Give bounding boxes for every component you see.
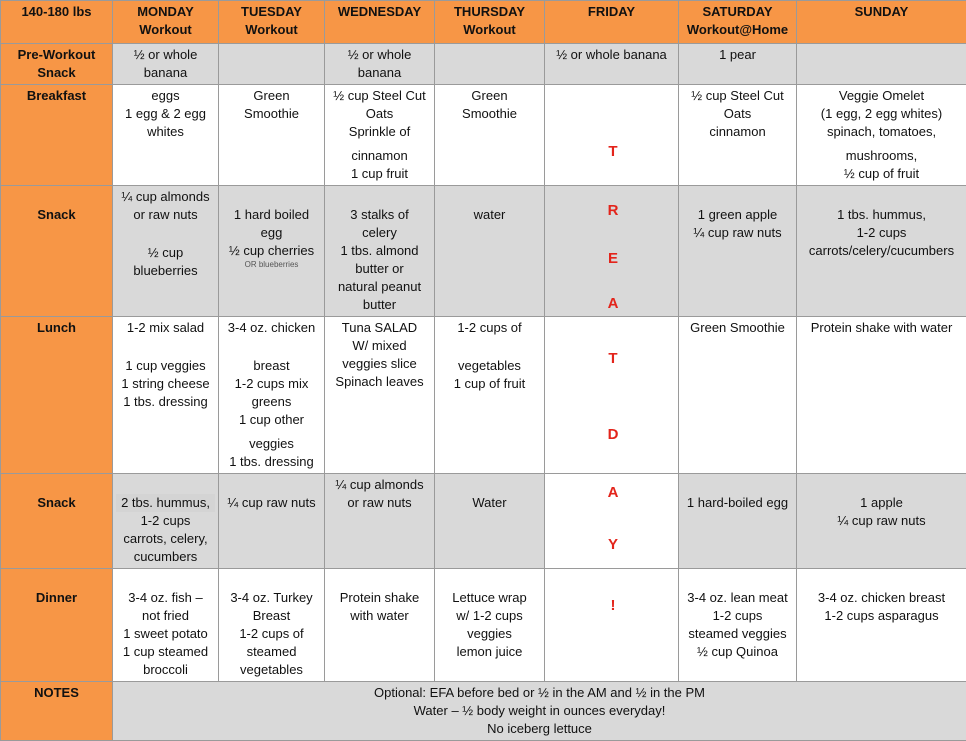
table-row: [1, 474, 966, 569]
meal-cell: ½ cup Steel Cut Oats cinnamon: [679, 85, 797, 186]
meal-cell: [435, 44, 545, 85]
meal-cell: [545, 317, 679, 474]
meal-cell: Lettuce wrap w/ 1-2 cups veggies lemon juice: [435, 569, 545, 682]
meal-cell: ½ or whole banana: [325, 44, 435, 85]
row-label: Breakfast: [1, 85, 113, 186]
day-header-saturday: SATURDAY Workout@Home: [679, 1, 797, 44]
notes-label: NOTES: [1, 682, 113, 741]
meal-cell: ½ or whole banana: [545, 44, 679, 85]
day-header-friday: FRIDAY: [545, 1, 679, 44]
meal-cell: 3-4 oz. chicken breast 1-2 cups asparagus: [797, 569, 966, 682]
meal-cell: ½ or whole banana: [113, 44, 219, 85]
header-row: [1, 1, 966, 44]
meal-cell: Tuna SALAD W/ mixed veggies slice Spinach leaves: [325, 317, 435, 474]
treat-letter: !: [548, 597, 678, 614]
day-header-thursday: THURSDAY Workout: [435, 1, 545, 44]
treat-letter: R: [548, 202, 678, 219]
meal-cell: ¼ cup raw nuts: [219, 474, 325, 569]
treat-letter: A: [548, 484, 678, 501]
meal-cell: 1-2 mix salad 1 cup veggies 1 string cheese 1 tbs. dressing: [113, 317, 219, 474]
notes-row: [1, 682, 966, 741]
day-header-sunday: SUNDAY: [797, 1, 966, 44]
meal-cell: 1 green apple ¼ cup raw nuts: [679, 186, 797, 317]
meal-cell: Veggie Omelet (1 egg, 2 egg whites) spinach, tomatoes, mushrooms, ½ cup of fruit: [797, 85, 966, 186]
meal-cell: Green Smoothie: [219, 85, 325, 186]
meal-cell: 3-4 oz. chicken breast 1-2 cups mix greens 1 cup other veggies 1 tbs. dressing: [219, 317, 325, 474]
meal-cell: 1 tbs. hummus, 1-2 cups carrots/celery/cucumbers: [797, 186, 966, 317]
meal-cell: 1-2 cups of vegetables 1 cup of fruit: [435, 317, 545, 474]
notes-content: Optional: EFA before bed or ½ in the AM and ½ in the PM Water – ½ body weight in ounces everyday! No iceberg lettuce: [113, 682, 966, 741]
meal-cell: 3 stalks of celery 1 tbs. almond butter or natural peanut butter: [325, 186, 435, 317]
table-row: [1, 44, 966, 85]
treat-letter: Y: [548, 536, 678, 553]
row-label: Dinner: [1, 569, 113, 682]
meal-cell: [545, 85, 679, 186]
meal-cell: 2 tbs. hummus, 1-2 cups carrots, celery, cucumbers: [113, 474, 219, 569]
table-row: [1, 569, 966, 682]
meal-cell: Protein shake with water: [325, 569, 435, 682]
weight-range-label: 140-180 lbs: [1, 1, 113, 44]
meal-cell: 1 pear: [679, 44, 797, 85]
meal-cell: 3-4 oz. lean meat 1-2 cups steamed veggies ½ cup Quinoa: [679, 569, 797, 682]
day-header-wednesday: WEDNESDAY: [325, 1, 435, 44]
meal-cell: water: [435, 186, 545, 317]
table-row: [1, 85, 966, 186]
table-row: [1, 317, 966, 474]
treat-letter: T: [548, 143, 678, 160]
table-row: [1, 186, 966, 317]
meal-cell: Green Smoothie: [435, 85, 545, 186]
meal-cell: ½ cup Steel Cut Oats Sprinkle of cinnamon 1 cup fruit: [325, 85, 435, 186]
meal-cell: 1 hard boiled egg ½ cup cherries OR blueberries: [219, 186, 325, 317]
meal-cell: Water: [435, 474, 545, 569]
meal-cell: eggs 1 egg & 2 egg whites: [113, 85, 219, 186]
row-label: Snack: [1, 474, 113, 569]
row-label: Pre-Workout Snack: [1, 44, 113, 85]
day-header-tuesday: TUESDAY Workout: [219, 1, 325, 44]
meal-cell: Protein shake with water: [797, 317, 966, 474]
treat-letter: E: [548, 250, 678, 267]
row-label: Snack: [1, 186, 113, 317]
meal-cell: ¼ cup almonds or raw nuts ½ cup blueberries: [113, 186, 219, 317]
treat-letter: T: [548, 350, 678, 367]
meal-cell: [797, 44, 966, 85]
meal-cell: 1 apple ¼ cup raw nuts: [797, 474, 966, 569]
treat-letter: A: [548, 295, 678, 312]
row-label: Lunch: [1, 317, 113, 474]
meal-cell: Green Smoothie: [679, 317, 797, 474]
meal-cell: 1 hard-boiled egg: [679, 474, 797, 569]
day-header-monday: MONDAY Workout: [113, 1, 219, 44]
meal-cell: 3-4 oz. fish – not fried 1 sweet potato 1 cup steamed broccoli: [113, 569, 219, 682]
meal-cell: 3-4 oz. Turkey Breast 1-2 cups of steamed vegetables: [219, 569, 325, 682]
meal-cell: ¼ cup almonds or raw nuts: [325, 474, 435, 569]
meal-cell: [545, 569, 679, 682]
meal-cell: [219, 44, 325, 85]
treat-letter: D: [548, 426, 678, 443]
